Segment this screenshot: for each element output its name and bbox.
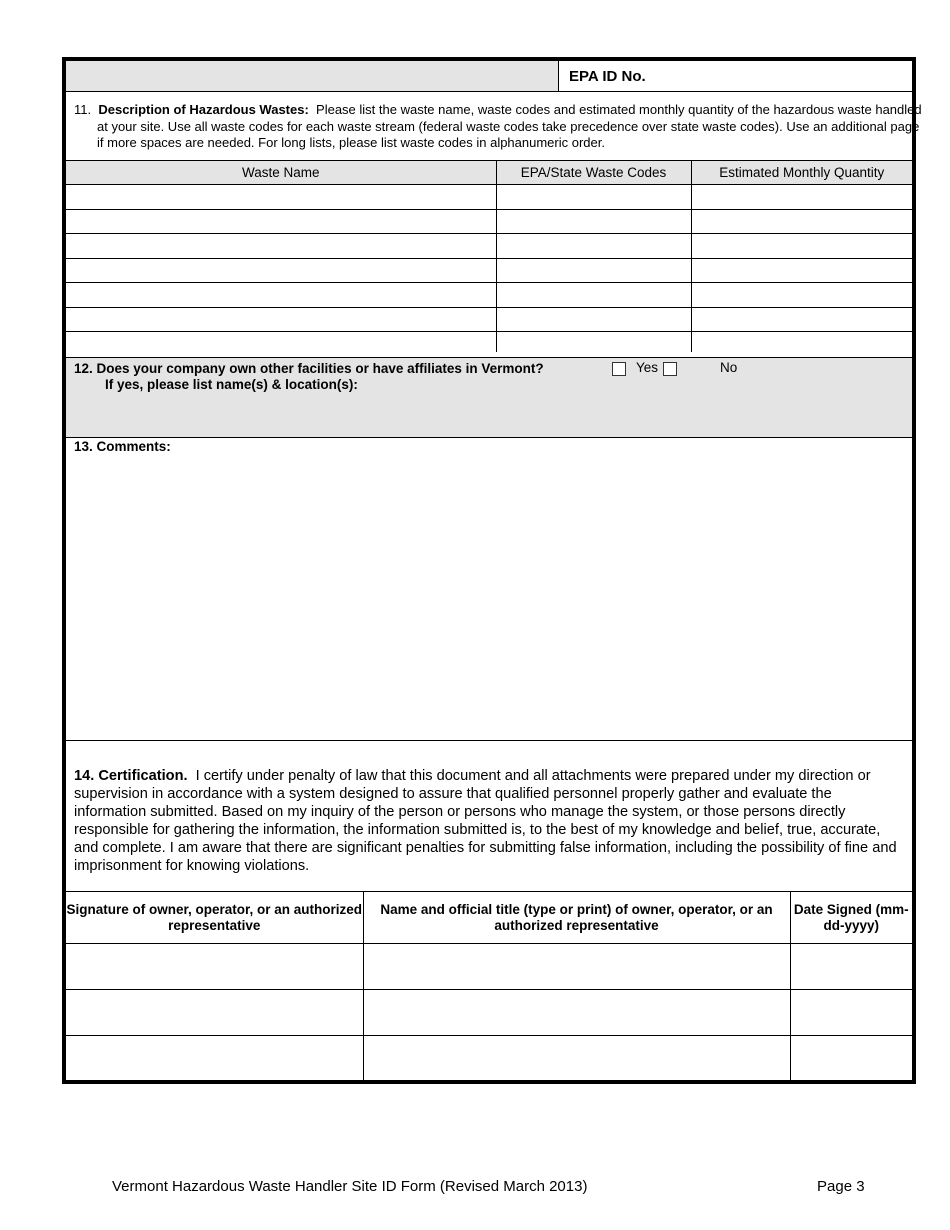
certification-heading: 14. Certification. (74, 768, 188, 784)
section-12-question: 12. Does your company own other facilities or have affiliates in Vermont? (74, 361, 544, 376)
waste-name-cell[interactable] (66, 307, 496, 332)
yes-checkbox[interactable] (612, 362, 626, 376)
date-signed-cell[interactable] (790, 990, 912, 1036)
name-title-cell[interactable] (363, 944, 790, 990)
section-11-paragraph (74, 102, 927, 152)
waste-name-cell[interactable] (66, 283, 496, 308)
signature-column-header: Signature of owner, operator, or an authorized representative (66, 892, 363, 944)
monthly-quantity-cell[interactable] (691, 209, 912, 234)
affiliates-input-area[interactable] (105, 396, 905, 432)
section-11-description (66, 92, 922, 161)
table-row (66, 234, 912, 259)
certification-paragraph (74, 767, 904, 875)
signature-table (66, 892, 912, 1081)
waste-table (66, 161, 912, 352)
site-id-form-page (62, 57, 922, 1084)
name-title-column-header: Name and official title (type or print) of owner, operator, or an authorized representative (363, 892, 790, 944)
waste-codes-cell[interactable] (496, 234, 691, 259)
table-row (66, 283, 912, 308)
column-monthly-quantity: Estimated Monthly Quantity (691, 161, 912, 185)
comments-title: 13. Comments: (74, 439, 171, 454)
waste-name-cell[interactable] (66, 234, 496, 259)
column-waste-codes: EPA/State Waste Codes (496, 161, 691, 185)
section-12-followup: If yes, please list name(s) & location(s): (105, 377, 358, 392)
signature-cell[interactable] (66, 990, 363, 1036)
comments-input-area[interactable] (66, 459, 912, 739)
name-title-cell[interactable] (363, 990, 790, 1036)
date-signed-cell[interactable] (790, 944, 912, 990)
footer-form-title: Vermont Hazardous Waste Handler Site ID Form (Revised March 2013) (112, 1178, 588, 1195)
table-row (66, 332, 912, 353)
form-header-row (66, 61, 912, 92)
table-row (66, 258, 912, 283)
section-12-affiliates (66, 357, 912, 438)
section-11-text: Please list the waste name, waste codes and estimated monthly quantity of the hazardous waste handled at your site. Use all waste codes for each waste stream (federal waste codes take precedence over state waste codes). Use an additional page if more spaces are needed. For long lists, please list waste codes in alphanumeric order. (97, 102, 922, 150)
no-checkbox[interactable] (663, 362, 677, 376)
waste-codes-cell[interactable] (496, 209, 691, 234)
section-11-number: 11. (74, 102, 92, 117)
no-label: No (720, 360, 738, 375)
monthly-quantity-cell[interactable] (691, 283, 912, 308)
name-title-cell[interactable] (363, 1036, 790, 1082)
date-signed-column-header: Date Signed (mm-dd-yyyy) (790, 892, 912, 944)
waste-table-header (66, 161, 912, 185)
waste-name-cell[interactable] (66, 185, 496, 210)
monthly-quantity-cell[interactable] (691, 234, 912, 259)
waste-codes-cell[interactable] (496, 185, 691, 210)
column-waste-name: Waste Name (66, 161, 496, 185)
monthly-quantity-cell[interactable] (691, 258, 912, 283)
waste-codes-cell[interactable] (496, 283, 691, 308)
epa-id-cell[interactable] (559, 61, 912, 91)
waste-codes-cell[interactable] (496, 332, 691, 353)
table-row (66, 307, 912, 332)
waste-codes-cell[interactable] (496, 258, 691, 283)
section-13-comments (66, 437, 912, 741)
section-11-title: Description of Hazardous Wastes: (98, 102, 309, 117)
waste-name-cell[interactable] (66, 209, 496, 234)
signature-cell[interactable] (66, 944, 363, 990)
yes-label: Yes (636, 360, 659, 375)
table-row (66, 1036, 912, 1082)
table-row (66, 209, 912, 234)
waste-codes-cell[interactable] (496, 307, 691, 332)
monthly-quantity-cell[interactable] (691, 332, 912, 353)
certification-text: I certify under penalty of law that this document and all attachments were prepared under my direction or supervision in accordance with a system designed to assure that qualified personnel properly gather and evaluate the information submitted. Based on my inquiry of the person or persons who manage the system, or those persons directly responsible for gathering the information, the information submitted is, to the best of my knowledge and belief, true, accurate, and complete. I am aware that there are significant penalties for submitting false information, including the possibility of fine and imprisonment for knowing violations. (74, 768, 897, 874)
waste-name-cell[interactable] (66, 258, 496, 283)
table-row (66, 990, 912, 1036)
table-row (66, 185, 912, 210)
epa-id-label: EPA ID No. (569, 68, 646, 85)
monthly-quantity-cell[interactable] (691, 185, 912, 210)
table-row (66, 944, 912, 990)
section-14-certification (66, 741, 912, 892)
signature-cell[interactable] (66, 1036, 363, 1082)
header-shaded-cell (66, 61, 559, 91)
footer-page-number: Page 3 (817, 1178, 865, 1195)
waste-name-cell[interactable] (66, 332, 496, 353)
signature-table-header (66, 892, 912, 944)
date-signed-cell[interactable] (790, 1036, 912, 1082)
monthly-quantity-cell[interactable] (691, 307, 912, 332)
